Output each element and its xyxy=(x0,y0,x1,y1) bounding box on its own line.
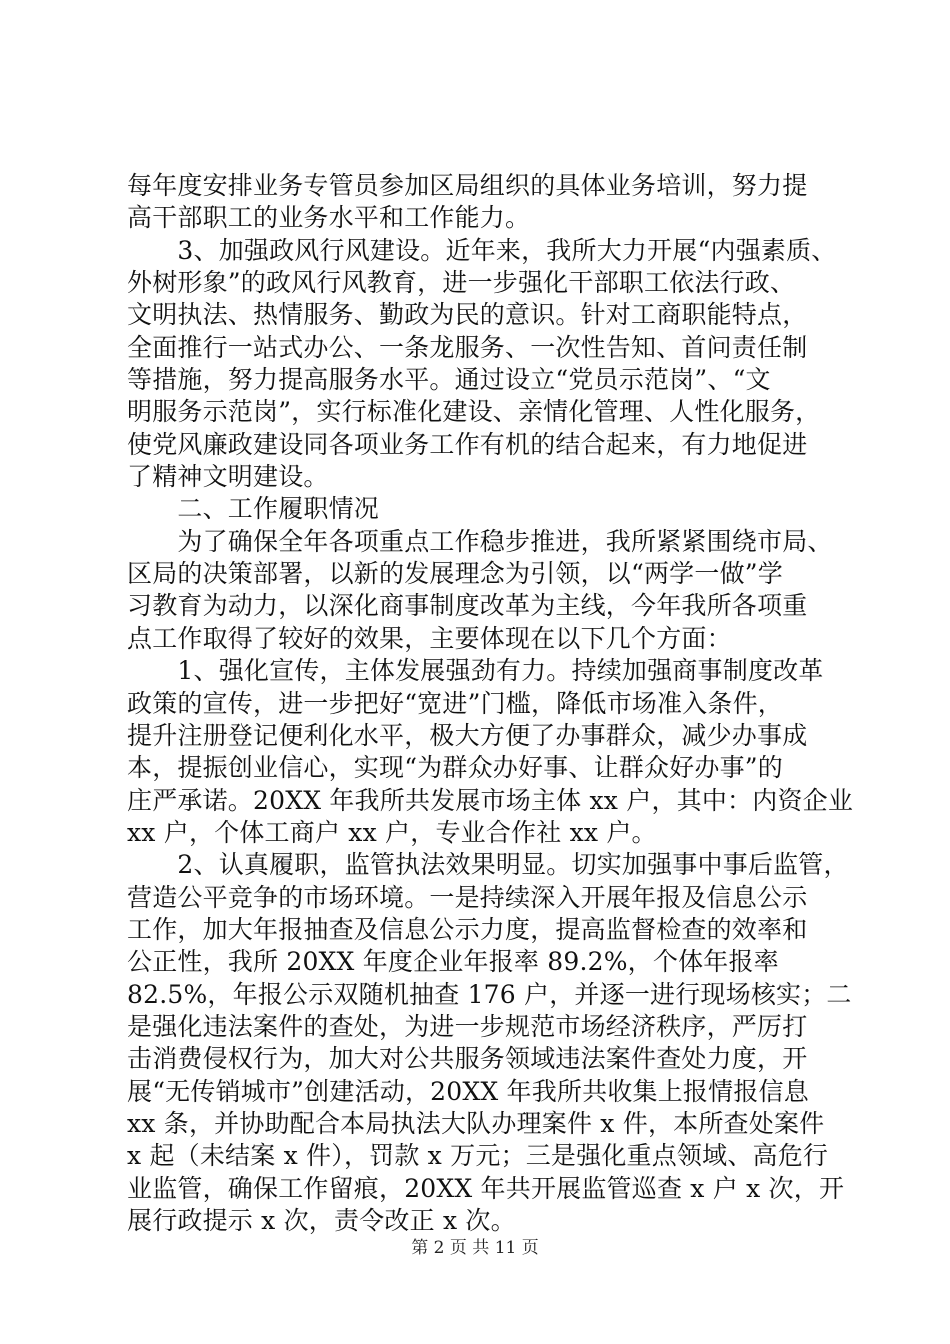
text-line: 二、工作履职情况 xyxy=(127,494,380,524)
text-line: 业监管，确保工作留痕，20XX 年共开展监管巡查 x 户 x 次，开 xyxy=(127,1173,845,1203)
page-footer: 第 2 页 共 11 页 xyxy=(411,1238,539,1258)
text-line: 庄严承诺。20XX 年我所共发展市场主体 xx 户，其中：内资企业 xyxy=(127,785,854,815)
text-line: x 起（未结案 x 件），罚款 x 万元；三是强化重点领域、高危行 xyxy=(127,1141,829,1171)
text-line: 1、强化宣传，主体发展强劲有力。持续加强商事制度改革 xyxy=(127,656,824,686)
text-line: 为了确保全年各项重点工作稳步推进，我所紧紧围绕市局、 xyxy=(127,526,833,556)
text-line: 习教育为动力，以深化商事制度改革为主线，今年我所各项重 xyxy=(127,591,808,621)
text-line: 明服务示范岗”，实行标准化建设、亲情化管理、人性化服务， xyxy=(127,397,821,427)
text-line: 使党风廉政建设同各项业务工作有机的结合起来，有力地促进 xyxy=(127,429,808,459)
text-line: 82.5%，年报公示双随机抽查 176 户，并逐一进行现场核实；二 xyxy=(127,979,852,1009)
text-line: 等措施，努力提高服务水平。通过设立“党员示范岗”、“文 xyxy=(127,365,771,395)
text-line: 了精神文明建设。 xyxy=(127,462,329,492)
text-line: 全面推行一站式办公、一条龙服务、一次性告知、首问责任制 xyxy=(127,332,808,362)
text-line: 本，提振创业信心，实现“为群众办好事、让群众好办事”的 xyxy=(127,753,783,783)
text-line: xx 条，并协助配合本局执法大队办理案件 x 件，本所查处案件 xyxy=(127,1108,825,1138)
text-line: xx 户，个体工商户 xx 户，专业合作社 xx 户。 xyxy=(127,817,657,847)
text-line: 区局的决策部署，以新的发展理念为引领，以“两学一做”学 xyxy=(127,559,783,589)
text-line: 文明执法、热情服务、勤政为民的意识。针对工商职能特点， xyxy=(127,300,808,330)
text-line: 点工作取得了较好的效果，主要体现在以下几个方面： xyxy=(127,623,732,653)
text-line: 击消费侵权行为，加大对公共服务领域违法案件查处力度，开 xyxy=(127,1044,808,1074)
text-line: 高干部职工的业务水平和工作能力。 xyxy=(127,203,531,233)
text-line: 展行政提示 x 次，责令改正 x 次。 xyxy=(127,1206,516,1235)
document-body xyxy=(127,170,854,1237)
text-line: 营造公平竞争的市场环境。一是持续深入开展年报及信息公示 xyxy=(127,882,808,912)
text-line: 政策的宣传，进一步把好“宽进”门槛，降低市场准入条件， xyxy=(127,688,783,718)
text-line: 提升注册登记便利化水平，极大方便了办事群众，减少办事成 xyxy=(127,720,808,750)
text-line: 2、认真履职，监管执法效果明显。切实加强事中事后监管， xyxy=(127,850,849,880)
text-line: 每年度安排业务专管员参加区局组织的具体业务培训，努力提 xyxy=(127,171,808,200)
text-line: 公正性，我所 20XX 年度企业年报率 89.2%，个体年报率 xyxy=(127,947,779,977)
text-line: 是强化违法案件的查处，为进一步规范市场经济秩序，严厉打 xyxy=(127,1011,808,1041)
text-line: 3、加强政风行风建设。近年来，我所大力开展“内强素质、 xyxy=(127,235,837,265)
text-line: 外树形象”的政风行风教育，进一步强化干部职工依法行政、 xyxy=(127,268,796,298)
text-line: 展“无传销城市”创建活动，20XX 年我所共收集上报情报信息 xyxy=(127,1076,809,1106)
text-line: 工作，加大年报抽查及信息公示力度，提高监督检查的效率和 xyxy=(127,914,808,944)
